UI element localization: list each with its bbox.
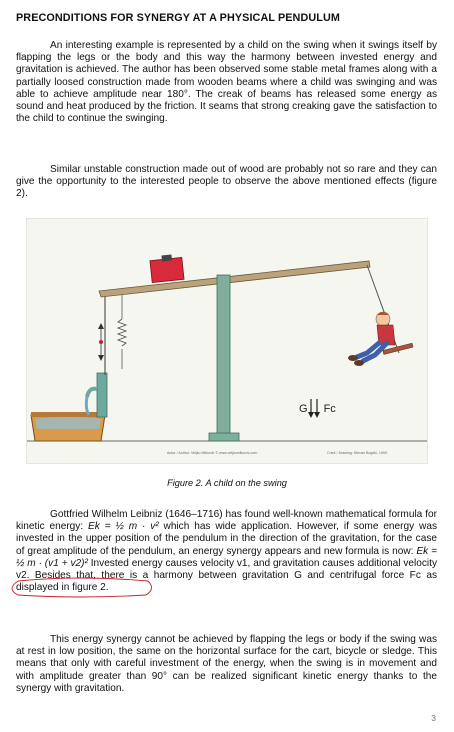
central-post [217, 275, 230, 441]
tub-water [35, 417, 101, 429]
formula-synergy: Ek = ½ m · (v1 + v2)² [16, 545, 437, 569]
weight-clamp [161, 254, 172, 261]
arrow-up-head [98, 323, 104, 329]
swing-drawing [27, 219, 427, 463]
drawing-credit: Crtež / Drawing: Stevan Bogdić, 1999. [327, 451, 388, 455]
paragraph-1-text: An interesting example is represented by a child on the swing when it swings itself by flapping the legs or the body and this way the harmony between invested energy and gravitation is achieved. The author has been observed some stable metal frames along with a partially loosed construction made from wooden beams where a child was swinging and was able to achieve amplitude near 180°. The creak of beams has released some energy as sound and heat produced by the friction. It seams that strong creaking gave the satisfaction to the child to continue the swinging. [16, 40, 437, 125]
paragraph-4 [16, 634, 437, 695]
page-number: 3 [431, 713, 436, 723]
pump-body [97, 373, 107, 417]
author-credit: Autor / Author: Veljko Milković © www.veljkomilkovic.com [167, 451, 258, 455]
paragraph-2-text: Similar unstable construction made out of wood are probably not so rare and they can give the opportunity to the interested people to observe the above mentioned effects (figure 2). [16, 164, 437, 200]
paragraph-2 [16, 164, 437, 201]
label-gravity: G [299, 403, 308, 415]
child-hair [377, 312, 389, 315]
child-shoe [348, 355, 358, 361]
water-stream [86, 397, 89, 415]
paragraph-3-part2: which has wide application. However, if some energy was invested in the upper position of the pendulum in the direction of the gravitation, for the case of great amplitude of the pendulum, an energy synergy appears and new formula is now: [16, 521, 438, 557]
formula-kinetic-energy: Ek = ½ m · v² [88, 521, 159, 533]
lever-beam [99, 261, 370, 297]
page-title: PRECONDITIONS FOR SYNERGY AT A PHYSICAL PENDULUM [16, 12, 340, 24]
paragraph-1 [16, 40, 437, 125]
label-centrifugal: Fc [323, 403, 336, 415]
figure-swing-illustration [26, 218, 428, 464]
red-weight [150, 257, 184, 282]
red-scribble-annotation [0, 575, 160, 599]
spring [118, 319, 126, 346]
tub-rim [31, 412, 105, 417]
figure-caption: Figure 2. A child on the swing [167, 478, 287, 488]
paragraph-3-part3: Invested energy causes velocity v1, and gravitation causes additional velocity v2. Besides that, there is a harmony between gravitation G and centrifugal force Fc as displayed in figure 2. [16, 557, 437, 594]
paragraph-3-part1: Gottfried Wilhelm Leibniz (1646–1716) has found well-known mathematical formula for kinetic energy: [16, 509, 437, 533]
child-shoe-2 [354, 360, 364, 366]
motion-dot [99, 340, 103, 344]
post-base [209, 433, 239, 441]
force-labels [299, 403, 336, 415]
pump-spout [87, 389, 97, 397]
paragraph-4-text: This energy synergy cannot be achieved by flapping the legs or body if the swing was at rest in low position, the same on the horizontal surface for the cart, bicycle or sledge. This means that only with careful investment of the energy, when the swing is in movement and with amplitude greater than 90° can be realized significant kinetic energy thanks to the synergy with gravitation. [16, 634, 437, 694]
arrow-down-head [98, 355, 104, 361]
